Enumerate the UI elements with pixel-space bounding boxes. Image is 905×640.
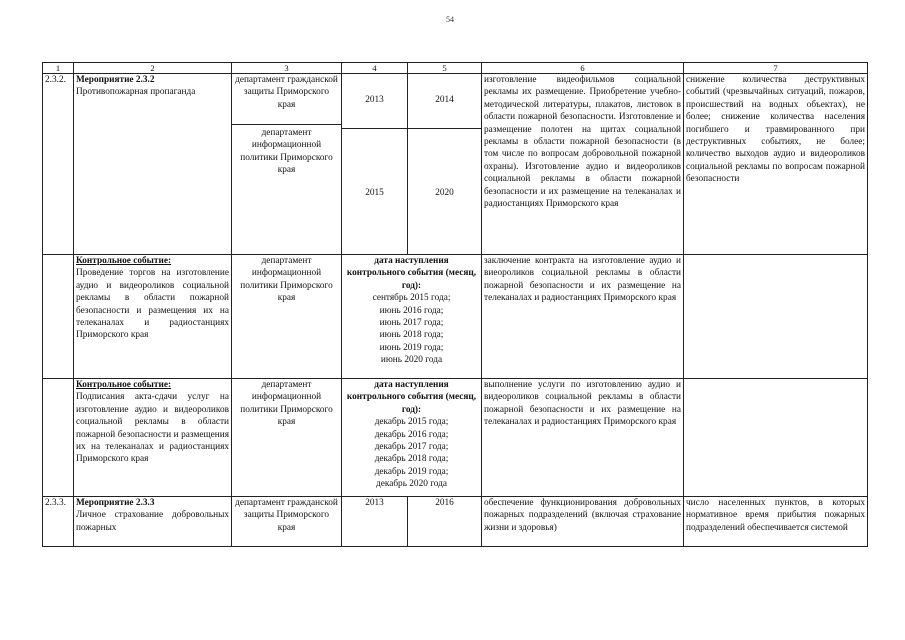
column-number: 5 [408, 63, 482, 74]
end-year-cell [408, 74, 482, 255]
activity-title: Мероприятие 2.3.3 [76, 498, 155, 508]
activity-cell [74, 379, 232, 497]
start-year: 2013 [342, 497, 408, 547]
end-year: 2014 [435, 95, 454, 105]
control-date: декабрь 2016 года; [374, 429, 449, 440]
control-date: декабрь 2020 года [375, 479, 448, 490]
activity-cell [74, 497, 232, 547]
control-date: июнь 2019 года; [379, 342, 444, 353]
responsible-department: департамент информационной политики Приморского края [232, 379, 342, 497]
column-number: 7 [684, 63, 868, 74]
control-date: июнь 2020 года [380, 355, 443, 366]
table-row [43, 74, 868, 255]
control-date: июнь 2018 года; [379, 330, 444, 341]
expected-result [684, 379, 868, 497]
control-date: декабрь 2018 года; [374, 454, 449, 465]
dates-header: дата наступления контрольного события (месяц, год): [346, 380, 477, 415]
row-number: 2.3.2. [43, 74, 74, 255]
activity-content: заключение контракта на изготовление аудио и виеороликов социальной рекламы в области пожарной безопасности и их размещение на телеканалах и радиостанциях Приморского края [482, 255, 684, 379]
activity-content: изготовление видеофильмов социальной рекламы их размещение. Приобретение учебно-методической литературы, плакатов, листовок в области пожарной безопасности. Изготовление и размещение полотен на щитах социальной рекламы в области пожарной безопасности (в том числе по вопросам добровольной пожарной охраны). Изготовление аудио и видеороликов социальной рекламы в области пожарной безопасности и их размещение на телеканалах и радиостанциях Приморского края [482, 74, 684, 255]
responsible-cell [232, 74, 342, 255]
control-date: декабрь 2019 года; [374, 466, 449, 477]
expected-result: снижение количества деструктивных событий (чрезвычайных ситуаций, пожаров, происшествий на водных объектах), не более; снижение количества населения погибшего и травмированного при деструктивных событиях, не более; количество выходов аудио и видеороликов социальной рекламы по вопросам пожарной безопасности [684, 74, 868, 255]
column-number: 2 [74, 63, 232, 74]
control-date: декабрь 2015 года; [374, 417, 449, 428]
control-event-description: Подписания акта-сдачи услуг на изготовление аудио и видеороликов социальной рекламы в области пожарной безопасности и размещения их на телеканалах и радиостанциях Приморского края [76, 392, 229, 465]
page-number: 54 [446, 15, 454, 24]
activity-cell [74, 74, 232, 255]
control-date: июнь 2016 года; [379, 305, 444, 316]
row-number [43, 255, 74, 379]
activity-description: Личное страхование добровольных пожарных [76, 510, 229, 533]
row-number [43, 379, 74, 497]
control-event-dates [342, 255, 482, 379]
activity-content: выполнение услуги по изготовлению аудио и видеороликов социальной рекламы в области пожарной безопасности и их размещение на телеканалах и радиостанциях Приморского края [482, 379, 684, 497]
end-year: 2016 [408, 497, 482, 547]
responsible-department: департамент информационной политики Приморского края [232, 255, 342, 379]
control-date: сентябрь 2015 года; [372, 293, 451, 304]
expected-result [684, 255, 868, 379]
table-row [43, 255, 868, 379]
activity-cell [74, 255, 232, 379]
start-year: 2013 [365, 95, 384, 105]
start-year-cell [342, 74, 408, 255]
end-year-secondary: 2020 [408, 128, 481, 199]
column-number: 3 [232, 63, 342, 74]
responsible-department: департамент гражданской защиты Приморского края [232, 497, 342, 547]
responsible-department: департамент гражданской защиты Приморского края [235, 75, 338, 110]
control-date: декабрь 2017 года; [374, 442, 449, 453]
start-year-secondary: 2015 [342, 128, 407, 199]
table-row [43, 497, 868, 547]
activity-description: Противопожарная пропаганда [76, 87, 196, 98]
dates-header: дата наступления контрольного события (месяц, год): [346, 256, 477, 291]
program-activities-table [42, 62, 868, 547]
row-number: 2.3.3. [43, 497, 74, 547]
control-date: июнь 2017 года; [379, 318, 444, 329]
table-row [43, 379, 868, 497]
column-number: 4 [342, 63, 408, 74]
column-number: 6 [482, 63, 684, 74]
control-event-title: Контрольное событие: [76, 380, 172, 390]
control-event-title: Контрольное событие: [76, 256, 172, 266]
control-event-dates [342, 379, 482, 497]
control-event-description: Проведение торгов на изготовление аудио и видеороликов социальной рекламы в области пожарной безопасности и размещения их на телеканалах и радиостанциях Приморского края [76, 268, 229, 341]
column-number-row [43, 63, 868, 74]
column-number: 1 [43, 63, 74, 74]
activity-title: Мероприятие 2.3.2 [76, 75, 155, 85]
activity-content: обеспечение функционирования добровольных пожарных подразделений (включая страхование жизни и здоровья) [482, 497, 684, 547]
expected-result: число населенных пунктов, в которых нормативное время прибытия пожарных подразделений обеспечивается системой [684, 497, 868, 547]
responsible-department-secondary: департамент информационной политики Приморского края [232, 124, 341, 177]
